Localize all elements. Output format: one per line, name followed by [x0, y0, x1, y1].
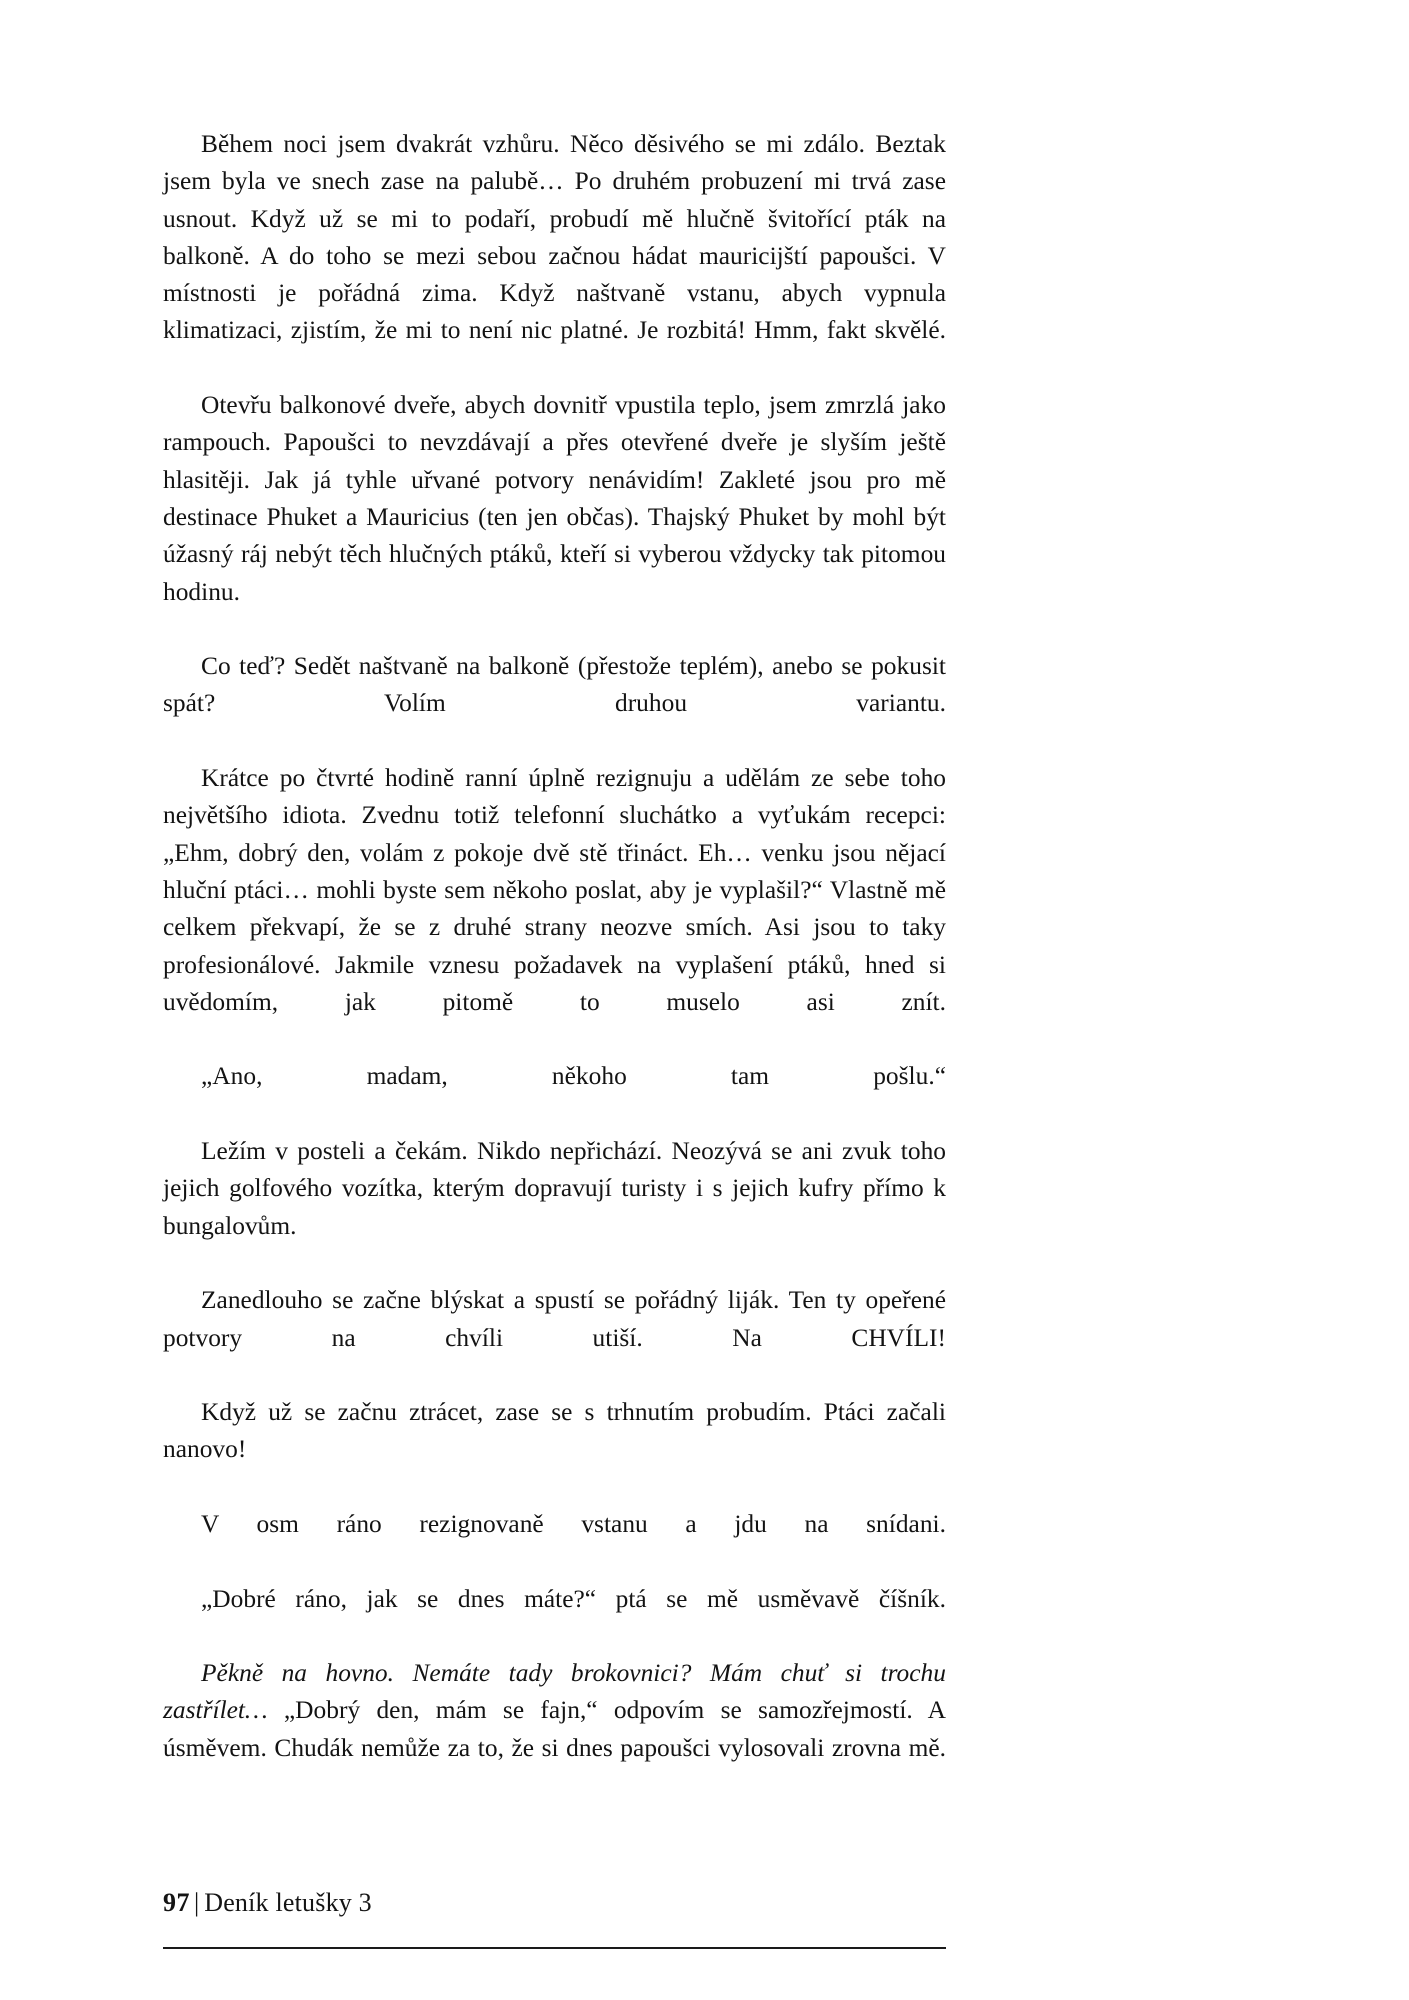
paragraph-11-rest: „Dobrý den, mám se fajn,“ odpovím se samozřejmostí. A úsměvem. Chudák nemůže za to, že si dnes papoušci vylosovali zrovna mě. [163, 1696, 946, 1762]
paragraph-1: Během noci jsem dvakrát vzhůru. Něco děsivého se mi zdálo. Beztak jsem byla ve snech zase na palubě… Po druhém probuzení mi trvá zase usnout. Když už se mi to podaří, probudí mě hlučně švitořící pták na balkoně. A do toho se mezi sebou začnou hádat mauricijští papoušci. V místnosti je pořádná zima. Když naštvaně vstanu, abych vypnula klimatizaci, zjistím, že mi to není nic platné. Je rozbitá! Hmm, fakt skvělé. [163, 130, 946, 345]
paragraph-11 [163, 1655, 946, 1804]
page-footer [163, 1887, 946, 1919]
paragraph-6: Ležím v posteli a čekám. Nikdo nepřichází. Neozývá se ani zvuk toho jejich golfového vozítka, kterým dopravují turisty i s jejich kufry přímo k bungalovům. [163, 1137, 946, 1240]
paragraph-3: Co teď? Sedět naštvaně na balkoně (přestože teplém), anebo se pokusit spát? Volím druhou variantu. [163, 652, 946, 718]
footer-separator: | [194, 1888, 200, 1917]
paragraph-11-italic-lead: Pěkně na hovno. Nemáte tady brokovnici? Mám chuť si trochu zastřílet… [163, 1659, 946, 1725]
footer-line [163, 1887, 946, 1919]
footer-book-title: Deník letušky 3 [204, 1888, 372, 1917]
footer-divider-rule [163, 1947, 946, 1949]
paragraph-7: Zanedlouho se začne blýskat a spustí se pořádný liják. Ten ty opeřené potvory na chvíli utiší. Na CHVÍLI! [163, 1286, 946, 1352]
paragraph-8: Když už se začnu ztrácet, zase se s trhnutím probudím. Ptáci začali nanovo! [163, 1398, 946, 1464]
paragraph-2: Otevřu balkonové dveře, abych dovnitř vpustila teplo, jsem zmrzlá jako rampouch. Papoušci to nevzdávají a přes otevřené dveře je slyším ještě hlasitěji. Jak já tyhle uřvané potvory nenávidím! Zakleté jsou pro mě destinace Phuket a Mauricius (ten jen občas). Thajský Phuket by mohl být úžasný ráj nebýt těch hlučných ptáků, kteří si vyberou vždycky tak pitomou hodinu. [163, 391, 946, 606]
paragraph-5: „Ano, madam, někoho tam pošlu.“ [201, 1062, 946, 1091]
paragraph-4: Krátce po čtvrté hodině ranní úplně rezignuju a udělám ze sebe toho největšího idiota. Zvednu totiž telefonní sluchátko a vyťukám recepci: „Ehm, dobrý den, volám z pokoje dvě stě třináct. Eh… venku jsou nějací hluční ptáci… mohli byste sem někoho poslat, aby je vyplašil?“ Vlastně mě celkem překvapí, že se z druhé strany neozve smích. Asi jsou to taky profesionálové. Jakmile vznesu požadavek na vyplašení ptáků, hned si uvědomím, jak pitomě to muselo asi znít. [163, 764, 946, 1016]
footer-page-number: 97 [163, 1888, 190, 1917]
paragraph-9: V osm ráno rezignovaně vstanu a jdu na snídani. [201, 1509, 946, 1538]
paragraph-10: „Dobré ráno, jak se dnes máte?“ ptá se mě usměvavě číšník. [201, 1584, 946, 1613]
page-text-body [163, 126, 946, 1804]
